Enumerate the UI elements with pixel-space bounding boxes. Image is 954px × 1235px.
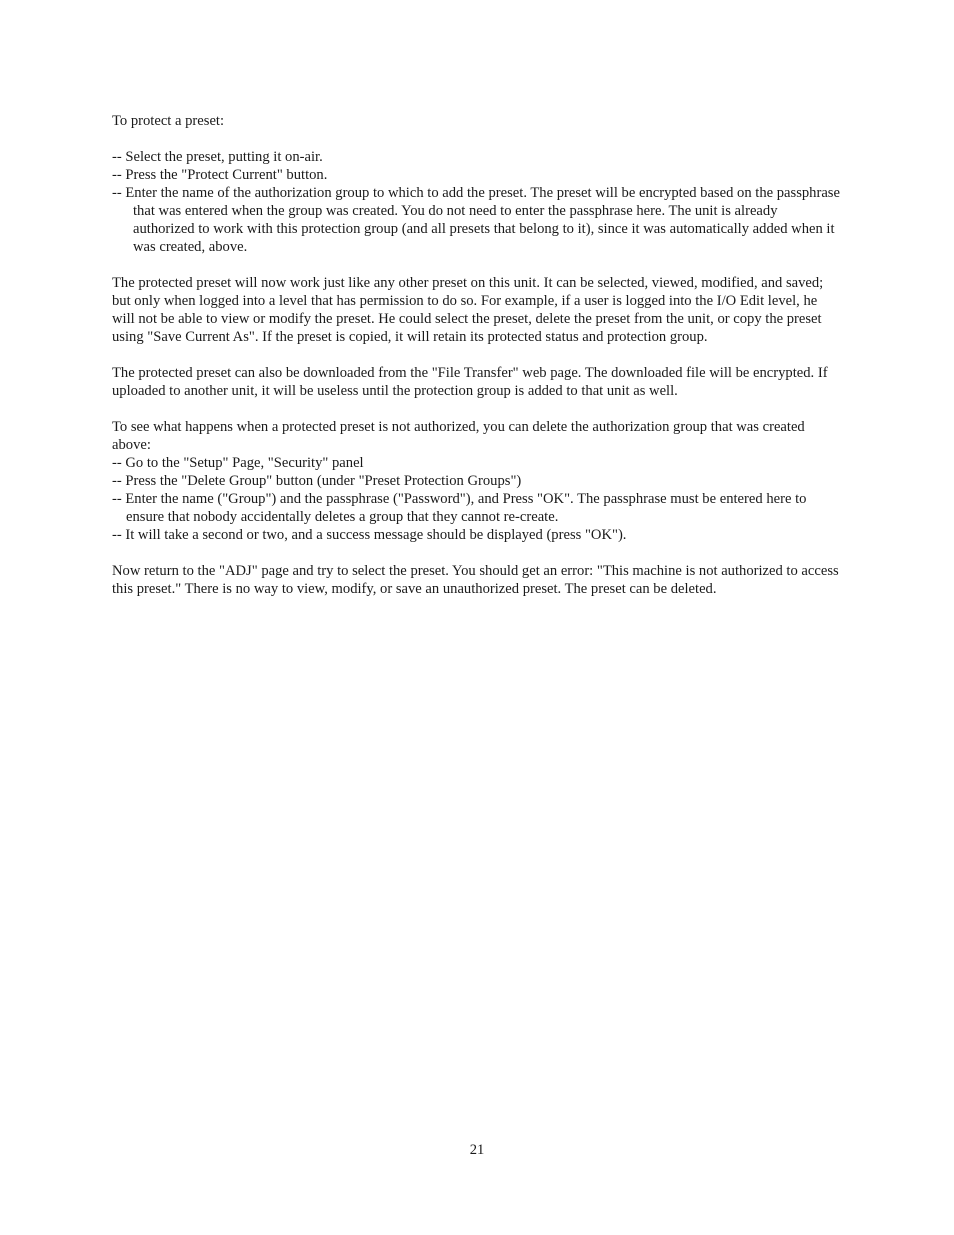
delete-steps-list	[112, 454, 842, 544]
paragraph-protected: The protected preset will now work just like any other preset on this unit. It can be selected, viewed, modified, and saved; but only when logged into a level that has permission to do so. For example, if a user is logged into the I/O Edit level, he will not be able to view or modify the preset. He could select the preset, delete the preset from the unit, or copy the preset using "Save Current As". If the preset is copied, it will retain its protected status and protection group.	[112, 275, 824, 345]
list-item: -- Press the "Protect Current" button.	[112, 167, 328, 183]
intro-line: To protect a preset:	[112, 113, 225, 129]
page-body	[112, 112, 842, 598]
paragraph-return: Now return to the "ADJ" page and try to select the preset. You should get an error: "This machine is not authorized to access this preset." There is no way to view, modify, or save an unauthorized preset. The preset can be deleted.	[112, 563, 839, 597]
list-item: -- Go to the "Setup" Page, "Security" panel	[112, 455, 364, 471]
protect-steps-list	[112, 148, 842, 256]
list-item: -- Press the "Delete Group" button (under "Preset Protection Groups")	[112, 473, 522, 489]
paragraph-unauthorized-intro: To see what happens when a protected preset is not authorized, you can delete the authorization group that was created above:	[112, 419, 805, 453]
list-item: -- Enter the name of the authorization group to which to add the preset. The preset will be encrypted based on the passphrase that was entered when the group was created. You do not need to enter the passphrase here. The unit is already authorized to work with this protection group (and all presets that belong to it), since it was automatically added when it was created, above.	[112, 185, 840, 255]
list-item: -- Enter the name ("Group") and the passphrase ("Password"), and Press "OK". The passphrase must be entered here to ensure that nobody accidentally deletes a group that they cannot re-create.	[112, 491, 807, 525]
page-number: 21	[469, 1142, 485, 1158]
paragraph-download: The protected preset can also be downloaded from the "File Transfer" web page. The downloaded file will be encrypted. If uploaded to another unit, it will be useless until the protection group is added to that unit as well.	[112, 365, 828, 399]
list-item: -- It will take a second or two, and a success message should be displayed (press "OK").	[112, 527, 627, 543]
list-item: -- Select the preset, putting it on-air.	[112, 149, 323, 165]
